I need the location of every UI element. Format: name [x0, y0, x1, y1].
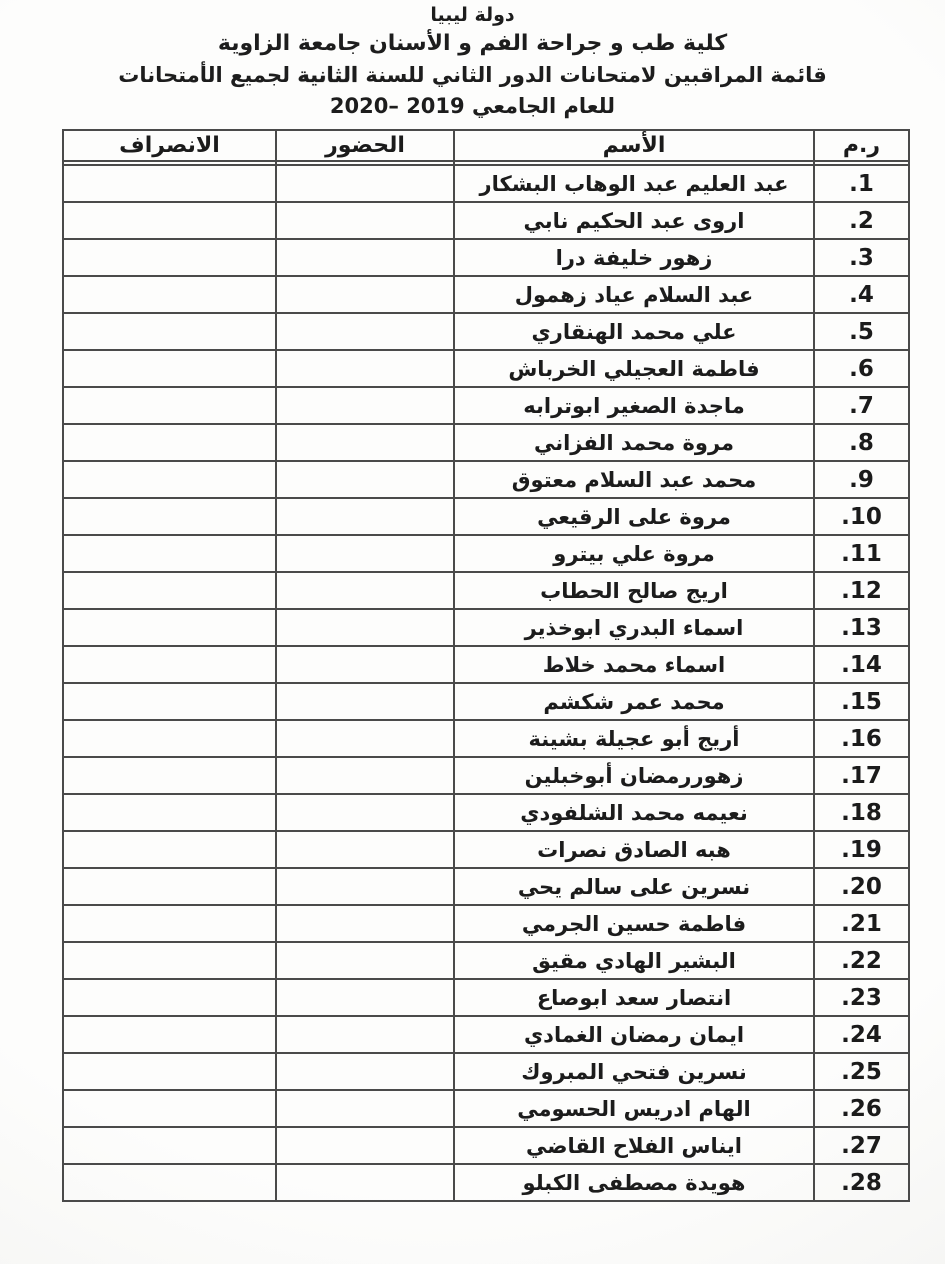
col-header-attendance: الحضور: [276, 130, 454, 161]
departure-cell: [63, 831, 276, 868]
table-row: [63, 1127, 909, 1164]
departure-cell: [63, 350, 276, 387]
row-number-cell: 23.: [814, 979, 909, 1016]
attendance-cell: [276, 1127, 454, 1164]
table-row: [63, 979, 909, 1016]
table-row: [63, 535, 909, 572]
name-cell: أريج أبو عجيلة بشينة: [454, 720, 814, 757]
name-cell: هويدة مصطفى الكبلو: [454, 1164, 814, 1201]
row-number-cell: 1.: [814, 165, 909, 202]
table-row: [63, 1164, 909, 1201]
departure-cell: [63, 1053, 276, 1090]
row-number-cell: 5.: [814, 313, 909, 350]
attendance-cell: [276, 276, 454, 313]
attendance-cell: [276, 498, 454, 535]
row-number-cell: 20.: [814, 868, 909, 905]
table-row: [63, 1053, 909, 1090]
table-row: [63, 757, 909, 794]
attendance-cell: [276, 646, 454, 683]
row-number-cell: 6.: [814, 350, 909, 387]
row-number-cell: 8.: [814, 424, 909, 461]
table-row: [63, 1090, 909, 1127]
row-number-cell: 26.: [814, 1090, 909, 1127]
list-title: [0, 60, 945, 90]
attendance-cell: [276, 239, 454, 276]
table-header-row: [63, 130, 909, 165]
departure-cell: [63, 942, 276, 979]
attendance-cell: [276, 1090, 454, 1127]
departure-cell: [63, 313, 276, 350]
attendance-cell: [276, 831, 454, 868]
row-number-cell: 28.: [814, 1164, 909, 1201]
row-number-cell: 17.: [814, 757, 909, 794]
attendance-cell: [276, 424, 454, 461]
name-cell: مروة علي بيترو: [454, 535, 814, 572]
col-header-name: الأسم: [454, 130, 814, 161]
row-number-cell: 15.: [814, 683, 909, 720]
departure-cell: [63, 424, 276, 461]
departure-cell: [63, 1090, 276, 1127]
faculty-title: كلية طب و جراحة الفم و الأسنان جامعة الزاوية: [217, 31, 728, 56]
table-row: [63, 794, 909, 831]
name-cell: هبه الصادق نصرات: [454, 831, 814, 868]
departure-cell: [63, 794, 276, 831]
departure-cell: [63, 165, 276, 202]
name-cell: عبد العليم عبد الوهاب البشكار: [454, 165, 814, 202]
row-number-cell: 7.: [814, 387, 909, 424]
row-number-cell: 13.: [814, 609, 909, 646]
attendance-cell: [276, 387, 454, 424]
attendance-cell: [276, 720, 454, 757]
name-cell: محمد عبد السلام معتوق: [454, 461, 814, 498]
name-cell: مروة محمد الفزاني: [454, 424, 814, 461]
attendance-cell: [276, 757, 454, 794]
attendance-cell: [276, 1164, 454, 1201]
table-row: [63, 905, 909, 942]
attendance-cell: [276, 535, 454, 572]
departure-cell: [63, 572, 276, 609]
list-title-bold-word: الثانية: [297, 63, 359, 87]
table-row: [63, 942, 909, 979]
departure-cell: [63, 979, 276, 1016]
name-cell: اسماء البدري ابوخذير: [454, 609, 814, 646]
academic-year-line: للعام الجامعي 2019 –2020: [329, 94, 616, 118]
row-number-cell: 14.: [814, 646, 909, 683]
table-row: [63, 387, 909, 424]
table-row: [63, 831, 909, 868]
departure-cell: [63, 276, 276, 313]
departure-cell: [63, 1127, 276, 1164]
name-cell: فاطمة العجيلي الخرباش: [454, 350, 814, 387]
name-cell: زهوررمضان أبوخبلين: [454, 757, 814, 794]
col-header-departure: الانصراف: [63, 130, 276, 161]
row-number-cell: 25.: [814, 1053, 909, 1090]
departure-cell: [63, 905, 276, 942]
table-row: [63, 239, 909, 276]
attendance-cell: [276, 313, 454, 350]
name-cell: فاطمة حسين الجرمي: [454, 905, 814, 942]
name-cell: ايناس الفلاح القاضي: [454, 1127, 814, 1164]
departure-cell: [63, 461, 276, 498]
departure-cell: [63, 646, 276, 683]
table-row: [63, 720, 909, 757]
row-number-cell: 16.: [814, 720, 909, 757]
row-number-cell: 19.: [814, 831, 909, 868]
table-row: [63, 350, 909, 387]
col-header-no: ر.م: [814, 130, 909, 161]
name-cell: ماجدة الصغير ابوترابه: [454, 387, 814, 424]
name-cell: اسماء محمد خلاط: [454, 646, 814, 683]
table-row: [63, 1016, 909, 1053]
departure-cell: [63, 609, 276, 646]
table-row: [63, 202, 909, 239]
country-title: دولة ليبيا: [430, 4, 515, 26]
name-cell: زهور خليفة درا: [454, 239, 814, 276]
attendance-cell: [276, 202, 454, 239]
attendance-cell: [276, 572, 454, 609]
name-cell: عبد السلام عياد زهمول: [454, 276, 814, 313]
row-number-cell: 21.: [814, 905, 909, 942]
departure-cell: [63, 720, 276, 757]
table-row: [63, 683, 909, 720]
row-number-cell: 2.: [814, 202, 909, 239]
row-number-cell: 11.: [814, 535, 909, 572]
row-number-cell: 3.: [814, 239, 909, 276]
attendance-cell: [276, 794, 454, 831]
table-row: [63, 313, 909, 350]
attendance-cell: [276, 165, 454, 202]
attendance-cell: [276, 1053, 454, 1090]
row-number-cell: 9.: [814, 461, 909, 498]
name-cell: علي محمد الهنقاري: [454, 313, 814, 350]
attendance-cell: [276, 868, 454, 905]
departure-cell: [63, 498, 276, 535]
table-row: [63, 276, 909, 313]
attendance-cell: [276, 905, 454, 942]
departure-cell: [63, 757, 276, 794]
departure-cell: [63, 868, 276, 905]
attendance-cell: [276, 683, 454, 720]
name-cell: ايمان رمضان الغمادي: [454, 1016, 814, 1053]
name-cell: مروة على الرقيعي: [454, 498, 814, 535]
name-cell: البشير الهادي مقيق: [454, 942, 814, 979]
row-number-cell: 4.: [814, 276, 909, 313]
table-row: [63, 646, 909, 683]
table-row: [63, 165, 909, 202]
departure-cell: [63, 387, 276, 424]
table-row: [63, 572, 909, 609]
table-row: [63, 424, 909, 461]
table-row: [63, 498, 909, 535]
departure-cell: [63, 535, 276, 572]
list-title-before: قائمة المراقبين لامتحانات الدور الثاني للسنة: [358, 63, 827, 87]
name-cell: نسرين على سالم يحي: [454, 868, 814, 905]
row-number-cell: 18.: [814, 794, 909, 831]
departure-cell: [63, 202, 276, 239]
list-title-after: لجميع الأمتحانات: [118, 63, 298, 87]
row-number-cell: 24.: [814, 1016, 909, 1053]
table-row: [63, 461, 909, 498]
attendance-cell: [276, 979, 454, 1016]
departure-cell: [63, 239, 276, 276]
table-row: [63, 868, 909, 905]
name-cell: اريج صالح الحطاب: [454, 572, 814, 609]
row-number-cell: 12.: [814, 572, 909, 609]
row-number-cell: 10.: [814, 498, 909, 535]
roster-table-body: [63, 165, 909, 1201]
attendance-cell: [276, 942, 454, 979]
departure-cell: [63, 683, 276, 720]
document-header: [0, 2, 945, 121]
attendance-cell: [276, 1016, 454, 1053]
name-cell: اروى عبد الحكيم نابي: [454, 202, 814, 239]
name-cell: انتصار سعد ابوصاع: [454, 979, 814, 1016]
departure-cell: [63, 1016, 276, 1053]
name-cell: الهام ادريس الحسومي: [454, 1090, 814, 1127]
attendance-cell: [276, 461, 454, 498]
row-number-cell: 22.: [814, 942, 909, 979]
table-row: [63, 609, 909, 646]
name-cell: نعيمه محمد الشلفودي: [454, 794, 814, 831]
invigilators-table: [62, 129, 910, 1202]
attendance-cell: [276, 609, 454, 646]
attendance-cell: [276, 350, 454, 387]
name-cell: محمد عمر شكشم: [454, 683, 814, 720]
departure-cell: [63, 1164, 276, 1201]
row-number-cell: 27.: [814, 1127, 909, 1164]
name-cell: نسرين فتحي المبروك: [454, 1053, 814, 1090]
